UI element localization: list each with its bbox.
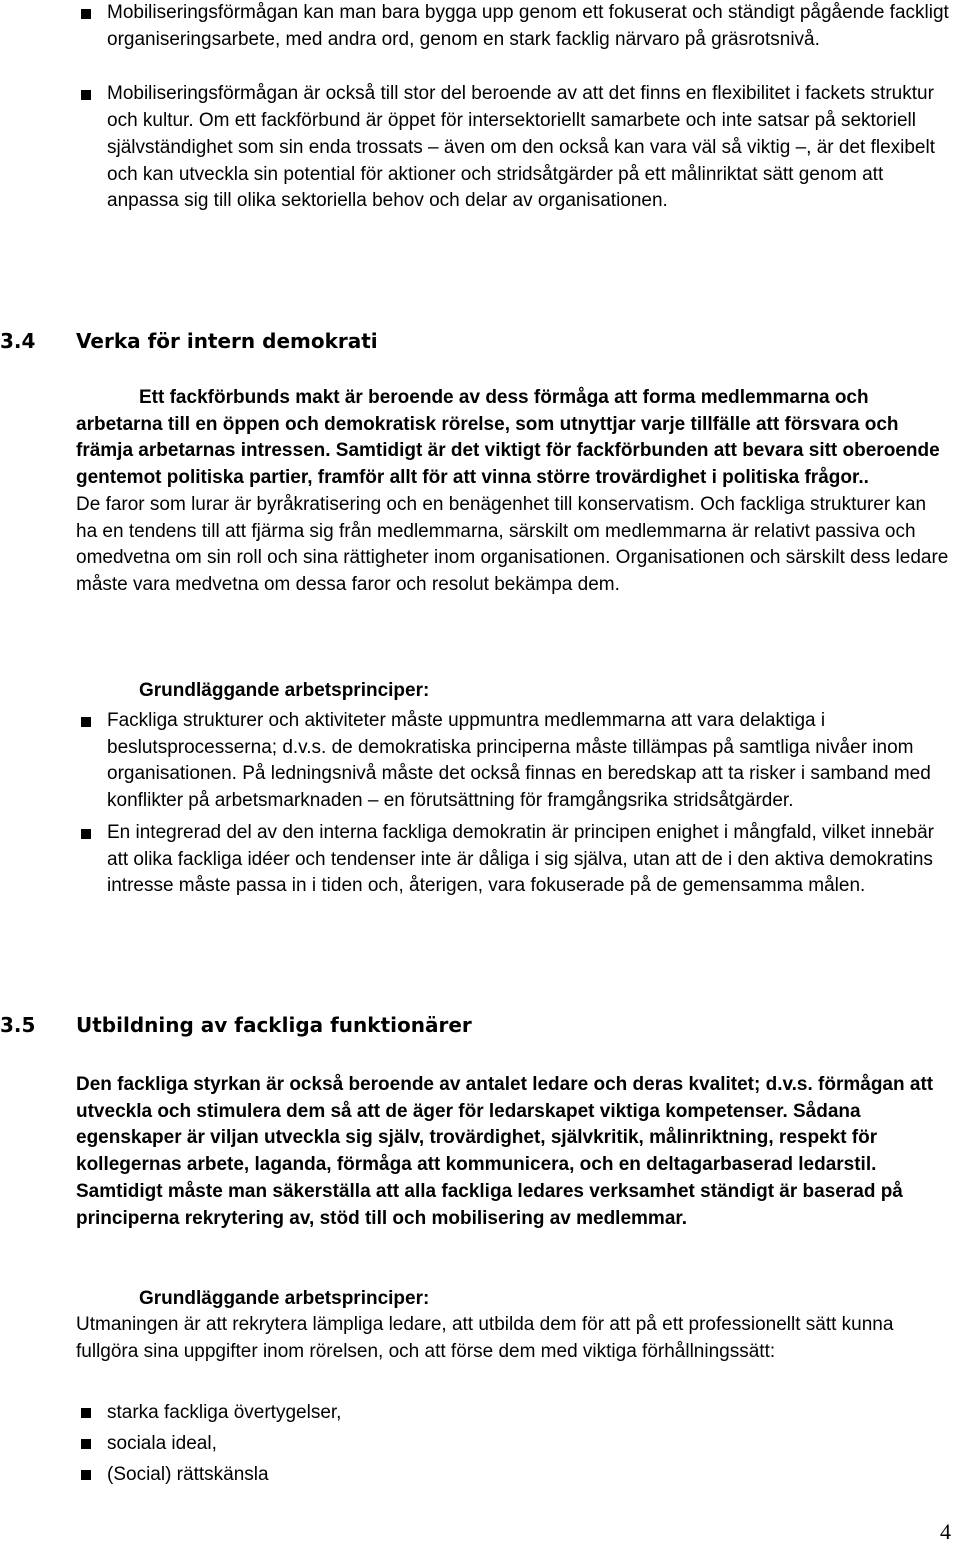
paragraph: De faror som lurar är byråkratisering och en benägenhet till konservatism. Och fackliga strukturer kan ha en tendens till att fjärma sig från medlemmarna, särskilt om medlemmarna är relativt passiva och omedvetna om sin roll och sina rättigheter inom organisationen. Organisationen och särskilt dess ledare måste vara medvetna om dessa faror och resolut bekämpa dem. (76, 493, 949, 595)
list-item (76, 81, 956, 215)
list-item (76, 1428, 956, 1459)
section-number: 3.5 (0, 1013, 36, 1037)
bold-paragraph: Den fackliga styrkan är också beroende av antalet ledare och deras kvalitet; d.v.s. förmågan att utveckla och stimulera dem så att de äger för ledarskapet viktiga kompetenser. Sådana egenskaper är viljan utveckla sig själv, trovärdighet, självkritik, målinriktning, respekt för kollegernas arbete, laganda, förmåga att kommunicera, och en deltagarbaserad ledarstil. Samtidigt måste man säkerställa att alla fackliga ledares verksamhet ständigt är baserad på principerna rekrytering av, stöd till och mobilisering av medlemmar. (76, 1074, 934, 1229)
page-number: 4 (940, 1519, 951, 1544)
list-item (76, 0, 956, 53)
square-bullet-icon (81, 9, 91, 19)
square-bullet-icon (81, 829, 91, 839)
list-item (76, 820, 956, 900)
list-item (76, 1459, 956, 1490)
bullet-text: sociala ideal, (107, 1433, 217, 1454)
section-3-4-body (76, 385, 952, 599)
bullet-text: En integrerad del av den interna fackliga demokratin är principen enighet i mångfald, vilket innebär att olika fackliga idéer och tendenser inte är dåliga i sig själva, utan att de i den aktiva demokratins intresse måste passa in i tiden och, återigen, vara fokuserade på de gemensamma målen. (107, 821, 934, 897)
section-title: Utbildning av fackliga funktionärer (76, 1013, 472, 1037)
bullet-text: Mobiliseringsförmågan är också till stor del beroende av att det finns en flexibilitet i fackets struktur och kultur. Om ett fackförbund är öppet för intersektoriellt samarbete och inte satsar på sektoriell självständighet som sin enda trossats – även om den också kan vara väl så viktig –, är det flexibelt och kan utveckla sin potential för aktioner och stridsåtgärder på ett målinriktat sätt genom att anpassa sig till olika sektoriella behov och delar av organisationen. (107, 83, 935, 212)
list-item (76, 1397, 956, 1428)
section-number: 3.4 (0, 329, 36, 353)
square-bullet-icon (81, 90, 91, 100)
square-bullet-icon (81, 1408, 91, 1418)
square-bullet-icon (81, 1439, 91, 1449)
section-heading-3-4 (0, 329, 378, 353)
section-title: Verka för intern demokrati (76, 329, 378, 353)
section-3-4-bullet-list (76, 708, 956, 900)
square-bullet-icon (81, 717, 91, 727)
subheading: Grundläggande arbetsprinciper: (139, 1288, 430, 1309)
bullet-text: (Social) rättskänsla (107, 1464, 269, 1485)
bullet-text: starka fackliga övertygelser, (107, 1402, 342, 1423)
bullet-text: Mobiliseringsförmågan kan man bara bygga upp genom ett fokuserat och ständigt pågående fackligt organiseringsarbete, med andra ord, genom en stark facklig närvaro på gräsrotsnivå. (107, 2, 949, 50)
bullet-text: Fackliga strukturer och aktiviteter måste uppmuntra medlemmarna att vara delaktiga i beslutsprocesserna; d.v.s. de demokratiska principerna måste tillämpas på samtliga nivåer inom organisationen. På ledningsnivå måste det också finnas en beredskap att ta risker i samband med konflikter på arbetsmarknaden – en förutsättning för framgångsrika stridsåtgärder. (107, 710, 931, 812)
subheading: Grundläggande arbetsprinciper: (139, 680, 430, 701)
section-3-5-bullet-list (76, 1397, 956, 1490)
paragraph: Utmaningen är att rekrytera lämpliga ledare, att utbilda dem för att på ett professionellt sätt kunna fullgöra sina uppgifter inom rörelsen, och att förse dem med viktiga förhållningssätt: (76, 1314, 894, 1362)
list-item (76, 708, 956, 815)
bold-paragraph: Ett fackförbunds makt är beroende av dess förmåga att forma medlemmarna och arbetarna till en öppen och demokratisk rörelse, som utnyttjar varje tillfälle att försvara och främja arbetarnas intressen. Samtidigt är det viktigt för fackförbunden att bevara sitt oberoende gentemot politiska partier, framför allt för att vinna större trovärdighet i politiska frågor.. (76, 387, 940, 489)
intro-bullet-list (76, 0, 956, 215)
section-heading-3-5 (0, 1013, 472, 1037)
square-bullet-icon (81, 1470, 91, 1480)
